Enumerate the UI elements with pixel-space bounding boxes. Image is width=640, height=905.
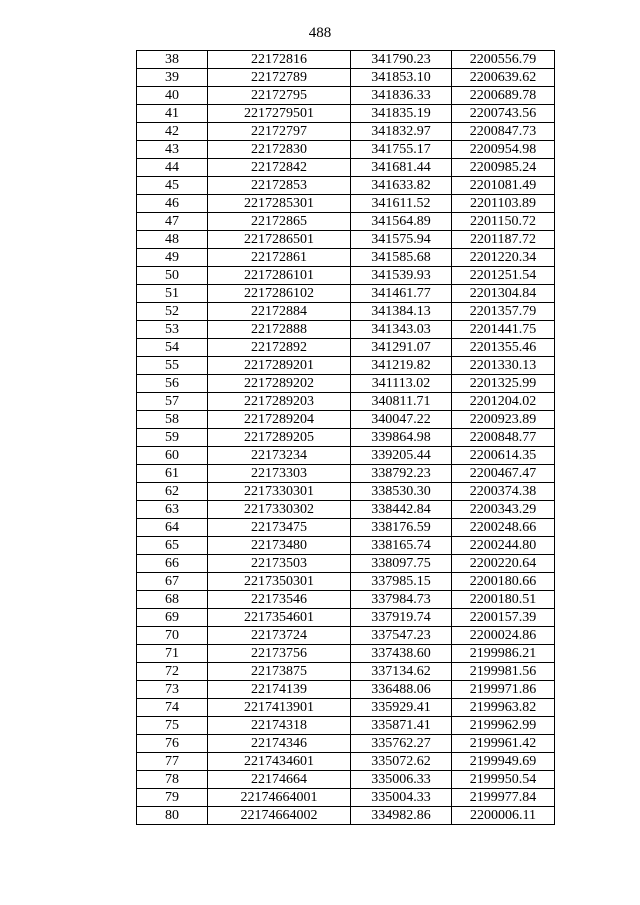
x-coordinate-cell: 338165.74: [351, 537, 452, 555]
y-coordinate-cell: 2201204.02: [452, 393, 555, 411]
y-coordinate-cell: 2200614.35: [452, 447, 555, 465]
table-row: [137, 447, 555, 465]
x-coordinate-cell: 337438.60: [351, 645, 452, 663]
table-row: [137, 249, 555, 267]
x-coordinate-cell: 341832.97: [351, 123, 452, 141]
y-coordinate-cell: 2200689.78: [452, 87, 555, 105]
point-id-cell: 22174346: [208, 735, 351, 753]
point-id-cell: 22173503: [208, 555, 351, 573]
row-number-cell: 43: [137, 141, 208, 159]
row-number-cell: 61: [137, 465, 208, 483]
x-coordinate-cell: 336488.06: [351, 681, 452, 699]
x-coordinate-cell: 337919.74: [351, 609, 452, 627]
x-coordinate-cell: 341585.68: [351, 249, 452, 267]
y-coordinate-cell: 2201355.46: [452, 339, 555, 357]
point-id-cell: 22173303: [208, 465, 351, 483]
table-row: [137, 393, 555, 411]
y-coordinate-cell: 2200244.80: [452, 537, 555, 555]
x-coordinate-cell: 335072.62: [351, 753, 452, 771]
x-coordinate-cell: 337547.23: [351, 627, 452, 645]
point-id-cell: 22174664002: [208, 807, 351, 825]
table-row: [137, 753, 555, 771]
row-number-cell: 40: [137, 87, 208, 105]
y-coordinate-cell: 2201330.13: [452, 357, 555, 375]
row-number-cell: 41: [137, 105, 208, 123]
row-number-cell: 42: [137, 123, 208, 141]
row-number-cell: 44: [137, 159, 208, 177]
table-row: [137, 807, 555, 825]
x-coordinate-cell: 340811.71: [351, 393, 452, 411]
table-row: [137, 177, 555, 195]
point-id-cell: 2217286501: [208, 231, 351, 249]
table-row: [137, 87, 555, 105]
y-coordinate-cell: 2200954.98: [452, 141, 555, 159]
x-coordinate-cell: 335762.27: [351, 735, 452, 753]
y-coordinate-cell: 2199963.82: [452, 699, 555, 717]
table-row: [137, 519, 555, 537]
point-id-cell: 2217285301: [208, 195, 351, 213]
y-coordinate-cell: 2201304.84: [452, 285, 555, 303]
point-id-cell: 22173475: [208, 519, 351, 537]
x-coordinate-cell: 337134.62: [351, 663, 452, 681]
row-number-cell: 60: [137, 447, 208, 465]
table-row: [137, 771, 555, 789]
y-coordinate-cell: 2201357.79: [452, 303, 555, 321]
table-row: [137, 213, 555, 231]
y-coordinate-cell: 2200848.77: [452, 429, 555, 447]
row-number-cell: 79: [137, 789, 208, 807]
point-id-cell: 22173875: [208, 663, 351, 681]
point-id-cell: 22173234: [208, 447, 351, 465]
table-row: [137, 105, 555, 123]
row-number-cell: 39: [137, 69, 208, 87]
point-id-cell: 2217289204: [208, 411, 351, 429]
row-number-cell: 74: [137, 699, 208, 717]
x-coordinate-cell: 340047.22: [351, 411, 452, 429]
point-id-cell: 22172861: [208, 249, 351, 267]
point-id-cell: 2217354601: [208, 609, 351, 627]
row-number-cell: 72: [137, 663, 208, 681]
point-id-cell: 22172865: [208, 213, 351, 231]
table-row: [137, 231, 555, 249]
point-id-cell: 2217289203: [208, 393, 351, 411]
row-number-cell: 53: [137, 321, 208, 339]
x-coordinate-cell: 341836.33: [351, 87, 452, 105]
point-id-cell: 2217289205: [208, 429, 351, 447]
table-row: [137, 537, 555, 555]
row-number-cell: 73: [137, 681, 208, 699]
point-id-cell: 2217289202: [208, 375, 351, 393]
row-number-cell: 59: [137, 429, 208, 447]
table-row: [137, 627, 555, 645]
table-row: [137, 51, 555, 69]
y-coordinate-cell: 2201187.72: [452, 231, 555, 249]
x-coordinate-cell: 341835.19: [351, 105, 452, 123]
point-id-cell: 22172888: [208, 321, 351, 339]
table-row: [137, 789, 555, 807]
row-number-cell: 77: [137, 753, 208, 771]
x-coordinate-cell: 341113.02: [351, 375, 452, 393]
y-coordinate-cell: 2200157.39: [452, 609, 555, 627]
x-coordinate-cell: 334982.86: [351, 807, 452, 825]
row-number-cell: 63: [137, 501, 208, 519]
row-number-cell: 38: [137, 51, 208, 69]
point-id-cell: 22172816: [208, 51, 351, 69]
row-number-cell: 69: [137, 609, 208, 627]
row-number-cell: 57: [137, 393, 208, 411]
row-number-cell: 66: [137, 555, 208, 573]
point-id-cell: 2217279501: [208, 105, 351, 123]
point-id-cell: 22172853: [208, 177, 351, 195]
point-id-cell: 2217434601: [208, 753, 351, 771]
point-id-cell: 2217330302: [208, 501, 351, 519]
y-coordinate-cell: 2201325.99: [452, 375, 555, 393]
row-number-cell: 70: [137, 627, 208, 645]
row-number-cell: 76: [137, 735, 208, 753]
y-coordinate-cell: 2199971.86: [452, 681, 555, 699]
table-row: [137, 555, 555, 573]
y-coordinate-cell: 2201150.72: [452, 213, 555, 231]
table-row: [137, 69, 555, 87]
row-number-cell: 48: [137, 231, 208, 249]
y-coordinate-cell: 2200374.38: [452, 483, 555, 501]
y-coordinate-cell: 2200248.66: [452, 519, 555, 537]
row-number-cell: 51: [137, 285, 208, 303]
x-coordinate-cell: 341681.44: [351, 159, 452, 177]
point-id-cell: 2217286101: [208, 267, 351, 285]
coordinates-table: [136, 50, 555, 825]
y-coordinate-cell: 2200006.11: [452, 807, 555, 825]
point-id-cell: 2217350301: [208, 573, 351, 591]
x-coordinate-cell: 338097.75: [351, 555, 452, 573]
y-coordinate-cell: 2199961.42: [452, 735, 555, 753]
y-coordinate-cell: 2201103.89: [452, 195, 555, 213]
y-coordinate-cell: 2199949.69: [452, 753, 555, 771]
row-number-cell: 54: [137, 339, 208, 357]
row-number-cell: 78: [137, 771, 208, 789]
y-coordinate-cell: 2200743.56: [452, 105, 555, 123]
row-number-cell: 75: [137, 717, 208, 735]
table-row: [137, 663, 555, 681]
x-coordinate-cell: 339864.98: [351, 429, 452, 447]
y-coordinate-cell: 2200639.62: [452, 69, 555, 87]
table-row: [137, 681, 555, 699]
row-number-cell: 58: [137, 411, 208, 429]
y-coordinate-cell: 2200556.79: [452, 51, 555, 69]
row-number-cell: 52: [137, 303, 208, 321]
table-row: [137, 483, 555, 501]
x-coordinate-cell: 341633.82: [351, 177, 452, 195]
table-row: [137, 591, 555, 609]
x-coordinate-cell: 337984.73: [351, 591, 452, 609]
table-row: [137, 195, 555, 213]
x-coordinate-cell: 341853.10: [351, 69, 452, 87]
y-coordinate-cell: 2199962.99: [452, 717, 555, 735]
point-id-cell: 2217289201: [208, 357, 351, 375]
y-coordinate-cell: 2199986.21: [452, 645, 555, 663]
table-row: [137, 159, 555, 177]
x-coordinate-cell: 338530.30: [351, 483, 452, 501]
x-coordinate-cell: 341384.13: [351, 303, 452, 321]
row-number-cell: 49: [137, 249, 208, 267]
table-body: [137, 51, 555, 825]
table-row: [137, 717, 555, 735]
row-number-cell: 50: [137, 267, 208, 285]
table-row: [137, 645, 555, 663]
point-id-cell: 22174318: [208, 717, 351, 735]
point-id-cell: 2217413901: [208, 699, 351, 717]
table-row: [137, 735, 555, 753]
y-coordinate-cell: 2200985.24: [452, 159, 555, 177]
row-number-cell: 65: [137, 537, 208, 555]
row-number-cell: 64: [137, 519, 208, 537]
row-number-cell: 46: [137, 195, 208, 213]
point-id-cell: 22172892: [208, 339, 351, 357]
point-id-cell: 22174139: [208, 681, 351, 699]
table-row: [137, 699, 555, 717]
x-coordinate-cell: 338176.59: [351, 519, 452, 537]
table-row: [137, 321, 555, 339]
x-coordinate-cell: 341539.93: [351, 267, 452, 285]
x-coordinate-cell: 341461.77: [351, 285, 452, 303]
y-coordinate-cell: 2200180.51: [452, 591, 555, 609]
y-coordinate-cell: 2200847.73: [452, 123, 555, 141]
y-coordinate-cell: 2200923.89: [452, 411, 555, 429]
point-id-cell: 22174664: [208, 771, 351, 789]
row-number-cell: 45: [137, 177, 208, 195]
table-row: [137, 141, 555, 159]
point-id-cell: 22172795: [208, 87, 351, 105]
point-id-cell: 22172842: [208, 159, 351, 177]
y-coordinate-cell: 2201220.34: [452, 249, 555, 267]
point-id-cell: 22173480: [208, 537, 351, 555]
point-id-cell: 22173756: [208, 645, 351, 663]
x-coordinate-cell: 335929.41: [351, 699, 452, 717]
point-id-cell: 2217330301: [208, 483, 351, 501]
x-coordinate-cell: 341564.89: [351, 213, 452, 231]
table-row: [137, 465, 555, 483]
x-coordinate-cell: 338442.84: [351, 501, 452, 519]
table-row: [137, 501, 555, 519]
point-id-cell: 22174664001: [208, 789, 351, 807]
table-row: [137, 303, 555, 321]
x-coordinate-cell: 341291.07: [351, 339, 452, 357]
row-number-cell: 71: [137, 645, 208, 663]
y-coordinate-cell: 2199977.84: [452, 789, 555, 807]
row-number-cell: 80: [137, 807, 208, 825]
row-number-cell: 67: [137, 573, 208, 591]
point-id-cell: 22172830: [208, 141, 351, 159]
x-coordinate-cell: 341343.03: [351, 321, 452, 339]
x-coordinate-cell: 341790.23: [351, 51, 452, 69]
x-coordinate-cell: 335004.33: [351, 789, 452, 807]
x-coordinate-cell: 335006.33: [351, 771, 452, 789]
x-coordinate-cell: 341755.17: [351, 141, 452, 159]
y-coordinate-cell: 2200467.47: [452, 465, 555, 483]
y-coordinate-cell: 2200024.86: [452, 627, 555, 645]
table-row: [137, 411, 555, 429]
point-id-cell: 22173546: [208, 591, 351, 609]
table-row: [137, 285, 555, 303]
table-row: [137, 357, 555, 375]
x-coordinate-cell: 341611.52: [351, 195, 452, 213]
y-coordinate-cell: 2201081.49: [452, 177, 555, 195]
x-coordinate-cell: 337985.15: [351, 573, 452, 591]
x-coordinate-cell: 341575.94: [351, 231, 452, 249]
x-coordinate-cell: 335871.41: [351, 717, 452, 735]
point-id-cell: 2217286102: [208, 285, 351, 303]
point-id-cell: 22172797: [208, 123, 351, 141]
y-coordinate-cell: 2199981.56: [452, 663, 555, 681]
table-row: [137, 429, 555, 447]
y-coordinate-cell: 2200343.29: [452, 501, 555, 519]
x-coordinate-cell: 341219.82: [351, 357, 452, 375]
point-id-cell: 22172884: [208, 303, 351, 321]
table-row: [137, 123, 555, 141]
y-coordinate-cell: 2201251.54: [452, 267, 555, 285]
table-row: [137, 267, 555, 285]
point-id-cell: 22172789: [208, 69, 351, 87]
y-coordinate-cell: 2200180.66: [452, 573, 555, 591]
table-row: [137, 339, 555, 357]
y-coordinate-cell: 2201441.75: [452, 321, 555, 339]
table-row: [137, 609, 555, 627]
x-coordinate-cell: 339205.44: [351, 447, 452, 465]
page-number: 488: [308, 25, 332, 41]
row-number-cell: 62: [137, 483, 208, 501]
row-number-cell: 55: [137, 357, 208, 375]
y-coordinate-cell: 2200220.64: [452, 555, 555, 573]
table-row: [137, 573, 555, 591]
x-coordinate-cell: 338792.23: [351, 465, 452, 483]
row-number-cell: 68: [137, 591, 208, 609]
y-coordinate-cell: 2199950.54: [452, 771, 555, 789]
row-number-cell: 56: [137, 375, 208, 393]
table-row: [137, 375, 555, 393]
point-id-cell: 22173724: [208, 627, 351, 645]
row-number-cell: 47: [137, 213, 208, 231]
